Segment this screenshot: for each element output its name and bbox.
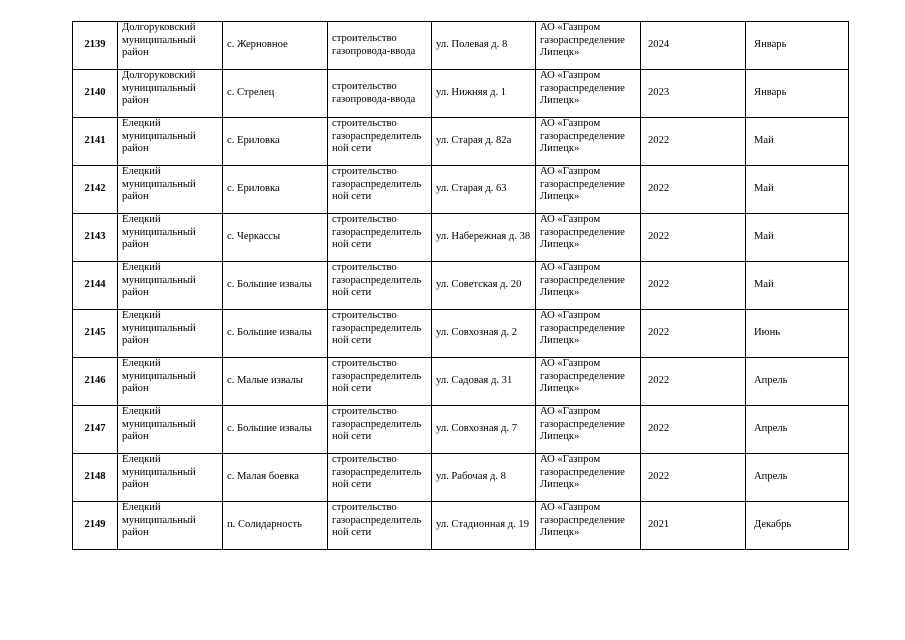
work-type-cell: строительство газораспределитель ной сети xyxy=(328,166,432,214)
settlement-cell: с. Малые извалы xyxy=(223,358,328,406)
row-number: 2145 xyxy=(73,310,118,358)
organization-cell: АО «Газпром газораспределение Липецк» xyxy=(536,310,641,358)
work-type-cell: строительство газораспределитель ной сети xyxy=(328,118,432,166)
address-cell: ул. Набережная д. 38 xyxy=(432,214,536,262)
district-cell: Елецкий муниципальный район xyxy=(118,166,223,214)
work-type-cell: строительство газопровода-ввода xyxy=(328,22,432,70)
organization-cell: АО «Газпром газораспределение Липецк» xyxy=(536,358,641,406)
district-cell: Елецкий муниципальный район xyxy=(118,118,223,166)
month-cell: Декабрь xyxy=(746,502,849,550)
row-number: 2148 xyxy=(73,454,118,502)
organization-cell: АО «Газпром газораспределение Липецк» xyxy=(536,118,641,166)
year-cell: 2022 xyxy=(641,214,746,262)
settlement-cell: с. Черкассы xyxy=(223,214,328,262)
month-cell: Апрель xyxy=(746,454,849,502)
table-row xyxy=(73,310,849,358)
year-cell: 2024 xyxy=(641,22,746,70)
year-cell: 2022 xyxy=(641,262,746,310)
address-cell: ул. Полевая д. 8 xyxy=(432,22,536,70)
month-cell: Май xyxy=(746,214,849,262)
settlement-cell: с. Ериловка xyxy=(223,118,328,166)
gasification-schedule-table xyxy=(72,21,849,550)
table-row xyxy=(73,502,849,550)
table-row xyxy=(73,70,849,118)
row-number: 2142 xyxy=(73,166,118,214)
work-type-cell: строительство газораспределитель ной сети xyxy=(328,358,432,406)
settlement-cell: с. Большие извалы xyxy=(223,262,328,310)
organization-cell: АО «Газпром газораспределение Липецк» xyxy=(536,262,641,310)
organization-cell: АО «Газпром газораспределение Липецк» xyxy=(536,22,641,70)
address-cell: ул. Рабочая д. 8 xyxy=(432,454,536,502)
address-cell: ул. Стадионная д. 19 xyxy=(432,502,536,550)
settlement-cell: с. Жерновное xyxy=(223,22,328,70)
settlement-cell: с. Большие извалы xyxy=(223,406,328,454)
work-type-cell: строительство газораспределитель ной сети xyxy=(328,502,432,550)
table-row xyxy=(73,262,849,310)
address-cell: ул. Совхозная д. 2 xyxy=(432,310,536,358)
row-number: 2139 xyxy=(73,22,118,70)
organization-cell: АО «Газпром газораспределение Липецк» xyxy=(536,454,641,502)
organization-cell: АО «Газпром газораспределение Липецк» xyxy=(536,502,641,550)
month-cell: Апрель xyxy=(746,358,849,406)
organization-cell: АО «Газпром газораспределение Липецк» xyxy=(536,166,641,214)
table-row xyxy=(73,214,849,262)
organization-cell: АО «Газпром газораспределение Липецк» xyxy=(536,70,641,118)
year-cell: 2021 xyxy=(641,502,746,550)
settlement-cell: с. Ериловка xyxy=(223,166,328,214)
district-cell: Долгоруковский муниципальный район xyxy=(118,70,223,118)
district-cell: Елецкий муниципальный район xyxy=(118,454,223,502)
month-cell: Май xyxy=(746,262,849,310)
work-type-cell: строительство газораспределитель ной сети xyxy=(328,262,432,310)
row-number: 2146 xyxy=(73,358,118,406)
work-type-cell: строительство газораспределитель ной сети xyxy=(328,454,432,502)
month-cell: Июнь xyxy=(746,310,849,358)
address-cell: ул. Старая д. 63 xyxy=(432,166,536,214)
year-cell: 2022 xyxy=(641,454,746,502)
month-cell: Май xyxy=(746,118,849,166)
work-type-cell: строительство газопровода-ввода xyxy=(328,70,432,118)
work-type-cell: строительство газораспределитель ной сети xyxy=(328,406,432,454)
year-cell: 2023 xyxy=(641,70,746,118)
month-cell: Январь xyxy=(746,22,849,70)
month-cell: Май xyxy=(746,166,849,214)
year-cell: 2022 xyxy=(641,406,746,454)
year-cell: 2022 xyxy=(641,166,746,214)
row-number: 2141 xyxy=(73,118,118,166)
work-type-cell: строительство газораспределитель ной сети xyxy=(328,310,432,358)
district-cell: Елецкий муниципальный район xyxy=(118,310,223,358)
month-cell: Апрель xyxy=(746,406,849,454)
year-cell: 2022 xyxy=(641,310,746,358)
table-row xyxy=(73,454,849,502)
table-row xyxy=(73,406,849,454)
district-cell: Елецкий муниципальный район xyxy=(118,502,223,550)
settlement-cell: п. Солидарность xyxy=(223,502,328,550)
table-row xyxy=(73,358,849,406)
district-cell: Елецкий муниципальный район xyxy=(118,358,223,406)
address-cell: ул. Совхозная д. 7 xyxy=(432,406,536,454)
settlement-cell: с. Малая боевка xyxy=(223,454,328,502)
year-cell: 2022 xyxy=(641,118,746,166)
month-cell: Январь xyxy=(746,70,849,118)
year-cell: 2022 xyxy=(641,358,746,406)
district-cell: Елецкий муниципальный район xyxy=(118,262,223,310)
settlement-cell: с. Стрелец xyxy=(223,70,328,118)
organization-cell: АО «Газпром газораспределение Липецк» xyxy=(536,214,641,262)
settlement-cell: с. Большие извалы xyxy=(223,310,328,358)
row-number: 2149 xyxy=(73,502,118,550)
district-cell: Елецкий муниципальный район xyxy=(118,406,223,454)
district-cell: Долгоруковский муниципальный район xyxy=(118,22,223,70)
address-cell: ул. Садовая д. 31 xyxy=(432,358,536,406)
address-cell: ул. Нижняя д. 1 xyxy=(432,70,536,118)
district-cell: Елецкий муниципальный район xyxy=(118,214,223,262)
row-number: 2144 xyxy=(73,262,118,310)
table-row xyxy=(73,22,849,70)
table-body xyxy=(73,22,849,550)
row-number: 2147 xyxy=(73,406,118,454)
address-cell: ул. Старая д. 82а xyxy=(432,118,536,166)
table-row xyxy=(73,118,849,166)
organization-cell: АО «Газпром газораспределение Липецк» xyxy=(536,406,641,454)
address-cell: ул. Советская д. 20 xyxy=(432,262,536,310)
row-number: 2140 xyxy=(73,70,118,118)
row-number: 2143 xyxy=(73,214,118,262)
table-row xyxy=(73,166,849,214)
work-type-cell: строительство газораспределитель ной сети xyxy=(328,214,432,262)
